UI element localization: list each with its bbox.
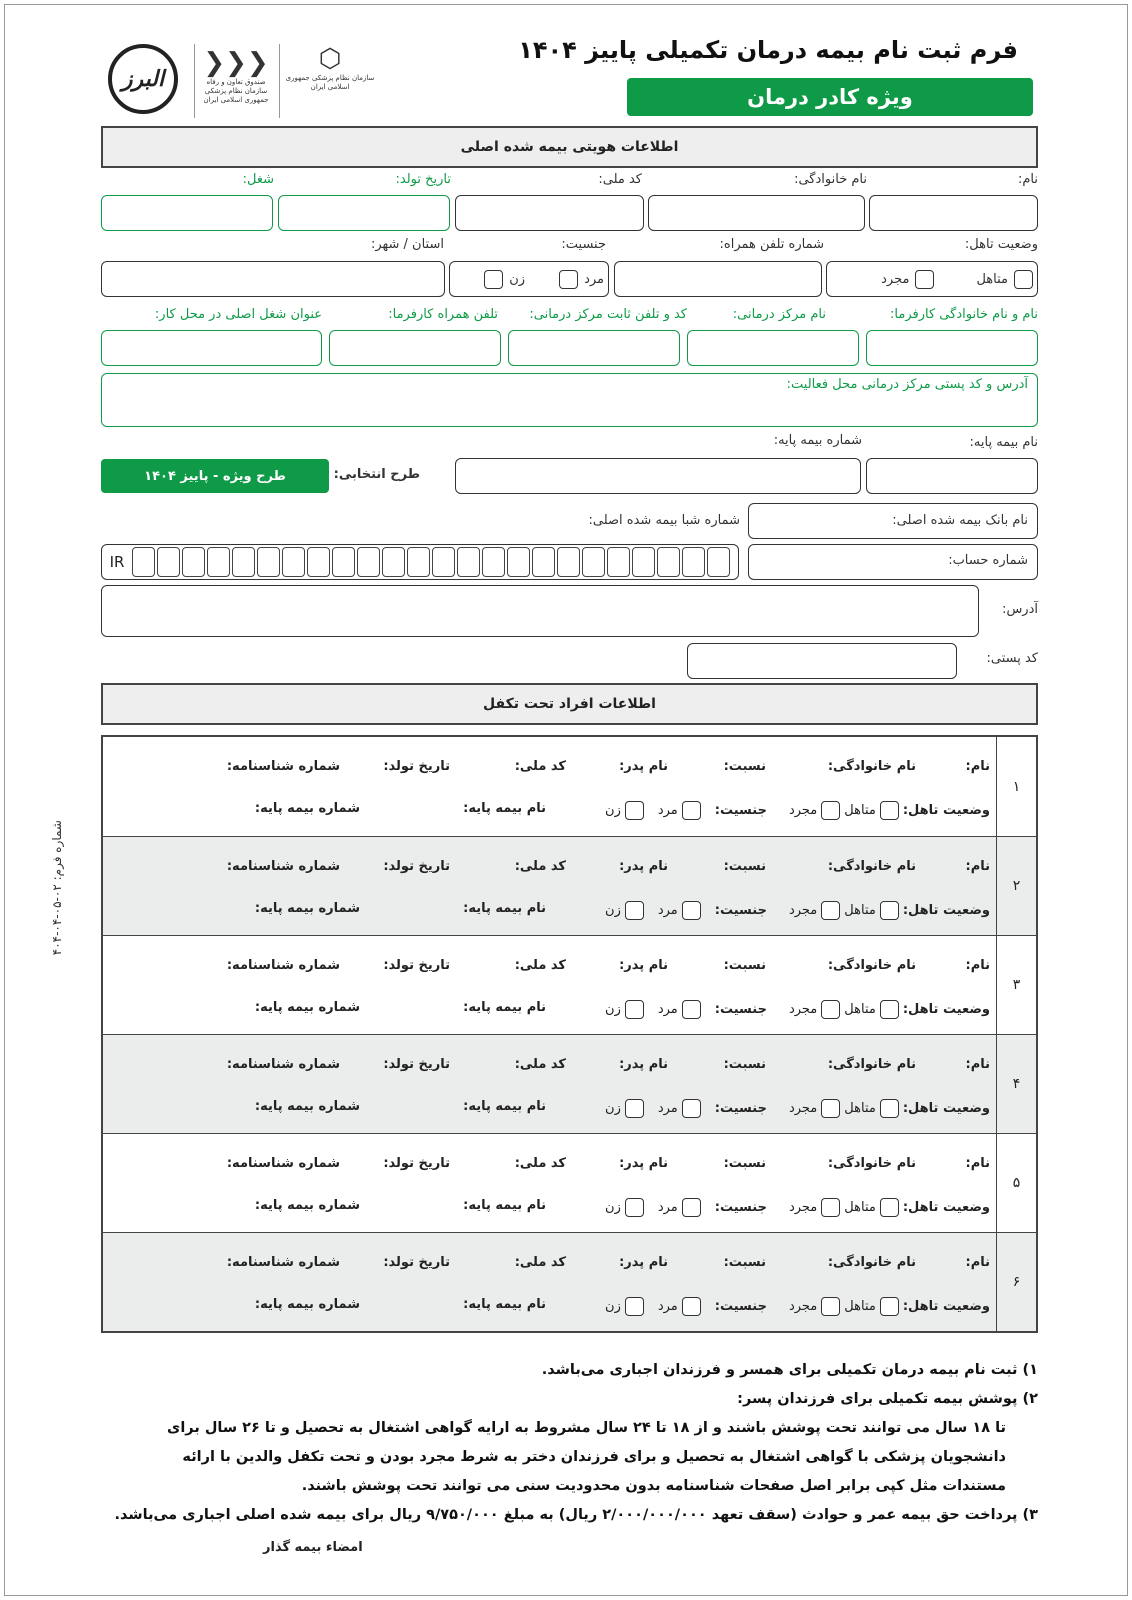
notes [48,1356,1038,1530]
row-number: ۱ [996,737,1036,836]
account-number-label: شماره حساب: [948,553,1028,568]
dep-gender-label: جنسیت: [714,1002,767,1017]
dependent-row [103,737,1036,836]
mobile-field[interactable] [614,261,822,297]
selected-plan-badge: طرح ویژه - پاییز ۱۴۰۴ [101,459,329,493]
dep-married-option: متاهل [844,1299,876,1314]
dep-female-option: زن [605,1002,621,1017]
dep-base-insurance-number-label[interactable]: شماره بیمه پایه: [254,1198,360,1213]
job-label: شغل: [242,172,274,187]
dep-birth-date-label[interactable]: تاریخ تولد: [383,859,450,874]
dep-relation-label[interactable]: نسبت: [723,759,766,774]
iban-digit[interactable] [132,547,155,577]
job-title-field[interactable] [101,330,322,366]
dep-base-insurance-name-label[interactable]: نام بیمه پایه: [463,1000,546,1015]
dep-married-option: متاهل [844,903,876,918]
medical-council-emblem-icon: ⬡ [318,44,342,74]
national-code-label: کد ملی: [598,172,642,187]
address-label: آدرس: [1002,602,1038,617]
form-title: فرم ثبت نام بیمه درمان تکمیلی پاییز ۱۴۰۴ [518,36,1018,64]
province-city-field[interactable] [101,261,445,297]
iban-digit[interactable] [682,547,705,577]
iban-digit[interactable] [232,547,255,577]
iban-digit[interactable] [332,547,355,577]
dep-marital-label: وضعیت تاهل: [902,1002,990,1017]
iban-digit[interactable] [307,547,330,577]
dep-married-option: متاهل [844,803,876,818]
iban-digit[interactable] [657,547,680,577]
dep-relation-label[interactable]: نسبت: [723,958,766,973]
dep-base-insurance-number-label[interactable]: شماره بیمه پایه: [254,1000,360,1015]
dep-status-line [605,801,990,820]
note-3: ۳) پرداخت حق بیمه عمر و حوادث (سقف تعهد ۲/۰۰۰/۰۰۰/۰۰۰ ریال) به مبلغ ۹/۷۵۰/۰۰۰ ریال برای بیمه شده اصلی اجباری می‌باشد. [114,1507,1038,1523]
postal-code-field[interactable] [687,643,957,679]
iban-digit[interactable] [157,547,180,577]
national-code-field[interactable] [455,195,644,231]
dep-single-checkbox[interactable] [821,901,840,920]
dep-married-option: متاهل [844,1200,876,1215]
dep-base-insurance-number-label[interactable]: شماره بیمه پایه: [254,801,360,816]
dep-father-label[interactable]: نام پدر: [619,759,668,774]
dep-name-label[interactable]: نام: [965,759,990,774]
female-checkbox[interactable] [484,270,503,289]
iban-digit[interactable] [482,547,505,577]
dep-father-label[interactable]: نام پدر: [619,958,668,973]
dep-single-option: مجرد [788,1101,818,1116]
dep-base-insurance-name-label[interactable]: نام بیمه پایه: [463,1099,546,1114]
row-number: ۴ [996,1035,1036,1133]
dep-family-label[interactable]: نام خانوادگی: [827,1057,916,1072]
dep-male-option: مرد [657,1299,678,1314]
birth-date-label: تاریخ تولد: [395,172,451,187]
logo-divider [279,44,280,118]
dep-national-code-label[interactable]: کد ملی: [514,1156,566,1171]
dep-national-code-label[interactable]: کد ملی: [514,859,566,874]
dep-female-checkbox[interactable] [625,901,644,920]
marital-status-group [826,261,1038,297]
dep-married-checkbox[interactable] [880,1000,899,1019]
dep-married-checkbox[interactable] [880,1297,899,1316]
iban-digit[interactable] [432,547,455,577]
dep-id-number-label[interactable]: شماره شناسنامه: [226,1255,340,1270]
dep-base-insurance-number-label[interactable]: شماره بیمه پایه: [254,1099,360,1114]
dep-base-insurance-name-label[interactable]: نام بیمه پایه: [463,1198,546,1213]
iban-digit[interactable] [182,547,205,577]
dep-marital-label: وضعیت تاهل: [902,903,990,918]
family-field[interactable] [648,195,865,231]
note-2-detail: تا ۱۸ سال می توانند تحت پوشش باشند و از ۱۸ تا ۲۴ سال مشروط به ارایه گواهی اشتغال به تحصیل و تا ۲۶ سال برای [167,1420,1006,1436]
dep-female-option: زن [605,803,621,818]
dep-status-line [605,1099,990,1118]
single-checkbox[interactable] [915,270,934,289]
dep-base-insurance-number-label[interactable]: شماره بیمه پایه: [254,901,360,916]
dep-female-option: زن [605,1101,621,1116]
dep-id-number-label[interactable]: شماره شناسنامه: [226,759,340,774]
iban-digit[interactable] [207,547,230,577]
dep-birth-date-label[interactable]: تاریخ تولد: [383,759,450,774]
dependent-row [103,1034,1036,1133]
medical-council-logo [284,44,376,92]
iban-digit[interactable] [407,547,430,577]
sheba-label: شماره شبا بیمه شده اصلی: [588,513,740,528]
dep-male-option: مرد [657,1101,678,1116]
male-option-label: مرد [584,271,604,287]
male-checkbox[interactable] [559,270,578,289]
dep-father-label[interactable]: نام پدر: [619,859,668,874]
dep-male-checkbox[interactable] [682,1198,701,1217]
dep-marital-label: وضعیت تاهل: [902,803,990,818]
dep-father-label[interactable]: نام پدر: [619,1255,668,1270]
dep-single-checkbox[interactable] [821,1099,840,1118]
marital-label: وضعیت تاهل: [964,237,1038,252]
center-name-field[interactable] [687,330,859,366]
employer-mobile-field[interactable] [329,330,501,366]
dep-relation-label[interactable]: نسبت: [723,1057,766,1072]
brand-logo [108,44,178,114]
dep-family-label[interactable]: نام خانوادگی: [827,1156,916,1171]
iban-digit[interactable] [257,547,280,577]
dependents-section-header [101,683,1038,725]
iban-digit[interactable] [357,547,380,577]
logo-divider [194,44,195,118]
dep-national-code-label[interactable]: کد ملی: [514,958,566,973]
dep-married-checkbox[interactable] [880,1099,899,1118]
dep-family-label[interactable]: نام خانوادگی: [827,759,916,774]
employer-mobile-label: تلفن همراه کارفرما: [388,307,498,322]
brand-logo-text: البرز [121,66,165,92]
dep-single-option: مجرد [788,803,818,818]
section-title: اطلاعات افراد تحت تکفل [483,696,656,712]
note-2: ۲) پوشش بیمه تکمیلی برای فرزندان پسر: [737,1391,1038,1407]
dep-family-label[interactable]: نام خانوادگی: [827,859,916,874]
dep-marital-label: وضعیت تاهل: [902,1101,990,1116]
dep-female-option: زن [605,1299,621,1314]
dep-female-option: زن [605,903,621,918]
iban-digit[interactable] [507,547,530,577]
dep-id-number-label[interactable]: شماره شناسنامه: [226,1057,340,1072]
married-option-label: متاهل [976,271,1008,287]
dep-national-code-label[interactable]: کد ملی: [514,759,566,774]
dep-single-checkbox[interactable] [821,1000,840,1019]
dep-married-option: متاهل [844,1101,876,1116]
name-field[interactable] [869,195,1038,231]
dependent-row [103,1133,1036,1232]
dep-status-line [605,901,990,920]
iban-digit[interactable] [282,547,305,577]
employer-name-label: نام و نام خانوادگی کارفرما: [890,307,1038,322]
staff-banner: ویژه کادر درمان [627,78,1033,116]
note-1: ۱) ثبت نام بیمه درمان تکمیلی برای همسر و فرزندان اجباری می‌باشد. [541,1362,1038,1378]
dep-single-option: مجرد [788,1002,818,1017]
dep-married-option: متاهل [844,1002,876,1017]
dep-name-label[interactable]: نام: [965,1255,990,1270]
employer-name-field[interactable] [866,330,1038,366]
dep-male-option: مرد [657,1200,678,1215]
gender-label: جنسیت: [561,237,606,252]
dep-marital-label: وضعیت تاهل: [902,1299,990,1314]
dep-relation-label[interactable]: نسبت: [723,1156,766,1171]
row-number: ۶ [996,1233,1036,1331]
base-insurance-name-label: نام بیمه پایه: [969,435,1038,450]
female-option-label: زن [509,271,526,287]
dep-status-line [605,1198,990,1217]
row-number: ۵ [996,1134,1036,1232]
iban-digit[interactable] [557,547,580,577]
dep-status-line [605,1297,990,1316]
dep-relation-label[interactable]: نسبت: [723,1255,766,1270]
section-title: اطلاعات هویتی بیمه شده اصلی [460,139,679,155]
plan-label: طرح انتخابی: [333,467,420,482]
dep-single-checkbox[interactable] [821,801,840,820]
birth-date-field[interactable] [278,195,450,231]
dep-married-checkbox[interactable] [880,801,899,820]
iban-digit[interactable] [707,547,730,577]
dep-base-insurance-name-label[interactable]: نام بیمه پایه: [463,801,546,816]
job-field[interactable] [101,195,273,231]
dep-married-checkbox[interactable] [880,1198,899,1217]
dep-male-option: مرد [657,903,678,918]
welfare-fund-subtext: سازمان نظام پزشکی جمهوری اسلامی ایران [203,87,269,104]
center-phone-label: کد و تلفن ثابت مرکز درمانی: [529,307,687,322]
center-address-label: آدرس و کد پستی مرکز درمانی محل فعالیت: [786,377,1028,392]
dep-birth-date-label[interactable]: تاریخ تولد: [383,1156,450,1171]
welfare-fund-text: صندوق تعاون و رفاه [206,78,266,86]
dep-family-label[interactable]: نام خانوادگی: [827,958,916,973]
gender-group [449,261,609,297]
dep-married-checkbox[interactable] [880,901,899,920]
row-number: ۳ [996,936,1036,1034]
dep-base-insurance-name-label[interactable]: نام بیمه پایه: [463,1297,546,1312]
sheba-input[interactable] [101,544,739,580]
dep-single-option: مجرد [788,903,818,918]
primary-section-header [101,126,1038,168]
address-field[interactable] [101,585,979,637]
married-checkbox[interactable] [1014,270,1033,289]
dep-father-label[interactable]: نام پدر: [619,1156,668,1171]
dep-male-option: مرد [657,803,678,818]
dependents-table [101,735,1038,1333]
base-insurance-name-field[interactable] [866,458,1038,494]
dep-marital-label: وضعیت تاهل: [902,1200,990,1215]
province-city-label: استان / شهر: [370,237,444,252]
dep-male-checkbox[interactable] [682,801,701,820]
dep-birth-date-label[interactable]: تاریخ تولد: [383,958,450,973]
dep-female-checkbox[interactable] [625,1198,644,1217]
base-insurance-number-field[interactable] [455,458,861,494]
welfare-fund-logo [198,48,274,105]
dep-family-label[interactable]: نام خانوادگی: [827,1255,916,1270]
form-code: شماره فرم: ۰۲-۰۵-۰۴-۴۰۴ [50,820,64,956]
row-number: ۲ [996,837,1036,935]
dep-male-checkbox[interactable] [682,1297,701,1316]
dep-gender-label: جنسیت: [714,1200,767,1215]
family-label: نام خانوادگی: [794,172,867,187]
iban-digit[interactable] [632,547,655,577]
name-label: نام: [1017,172,1038,187]
dep-name-label[interactable]: نام: [965,859,990,874]
welfare-fund-icon: ❯❯❯ [203,48,269,78]
dep-id-number-label[interactable]: شماره شناسنامه: [226,958,340,973]
single-option-label: مجرد [881,271,910,287]
dep-male-option: مرد [657,1002,678,1017]
iban-digit[interactable] [382,547,405,577]
dep-female-checkbox[interactable] [625,801,644,820]
dep-single-checkbox[interactable] [821,1198,840,1217]
dep-base-insurance-number-label[interactable]: شماره بیمه پایه: [254,1297,360,1312]
dep-male-checkbox[interactable] [682,901,701,920]
dep-id-number-label[interactable]: شماره شناسنامه: [226,1156,340,1171]
dep-name-label[interactable]: نام: [965,958,990,973]
dep-national-code-label[interactable]: کد ملی: [514,1057,566,1072]
iban-digit[interactable] [582,547,605,577]
dep-gender-label: جنسیت: [714,803,767,818]
dep-gender-label: جنسیت: [714,1299,767,1314]
note-2-detail: دانشجویان پزشکی با گواهی اشتغال به تحصیل و برای فرزندان دختر به شرط مجرد بودن و تحت تکفل والدین با ارائه [182,1449,1006,1465]
center-name-label: نام مرکز درمانی: [732,307,826,322]
dep-female-checkbox[interactable] [625,1297,644,1316]
dep-name-label[interactable]: نام: [965,1156,990,1171]
job-title-label: عنوان شغل اصلی در محل کار: [154,307,322,322]
dep-female-option: زن [605,1200,621,1215]
dep-birth-date-label[interactable]: تاریخ تولد: [383,1255,450,1270]
center-phone-field[interactable] [508,330,680,366]
dependent-row [103,836,1036,935]
medical-council-text: سازمان نظام پزشکی جمهوری اسلامی ایران [285,74,375,91]
dependent-row [103,935,1036,1034]
dep-relation-label[interactable]: نسبت: [723,859,766,874]
bank-name-label: نام بانک بیمه شده اصلی: [892,513,1028,528]
dep-gender-label: جنسیت: [714,1101,767,1116]
dep-female-checkbox[interactable] [625,1000,644,1019]
dep-single-checkbox[interactable] [821,1297,840,1316]
dep-single-option: مجرد [788,1200,818,1215]
postal-code-label: کد پستی: [986,651,1038,666]
iban-prefix: IR [109,553,125,571]
dep-male-checkbox[interactable] [682,1099,701,1118]
dep-single-option: مجرد [788,1299,818,1314]
dep-status-line [605,1000,990,1019]
note-2-detail: مستندات مثل کپی برابر اصل صفحات شناسنامه بدون محدودیت سنی می توانند تحت پوشش باشند. [301,1478,1006,1494]
dep-male-checkbox[interactable] [682,1000,701,1019]
base-insurance-number-label: شماره بیمه پایه: [773,433,862,448]
mobile-label: شماره تلفن همراه: [719,237,824,252]
iban-digit[interactable] [607,547,630,577]
dep-birth-date-label[interactable]: تاریخ تولد: [383,1057,450,1072]
signature-label: امضاء بیمه گذار [263,1540,363,1555]
dep-base-insurance-name-label[interactable]: نام بیمه پایه: [463,901,546,916]
dep-gender-label: جنسیت: [714,903,767,918]
dep-father-label[interactable]: نام پدر: [619,1057,668,1072]
dep-id-number-label[interactable]: شماره شناسنامه: [226,859,340,874]
dep-name-label[interactable]: نام: [965,1057,990,1072]
dep-female-checkbox[interactable] [625,1099,644,1118]
dep-national-code-label[interactable]: کد ملی: [514,1255,566,1270]
dependent-row [103,1232,1036,1331]
iban-digit[interactable] [532,547,555,577]
iban-digit[interactable] [457,547,480,577]
